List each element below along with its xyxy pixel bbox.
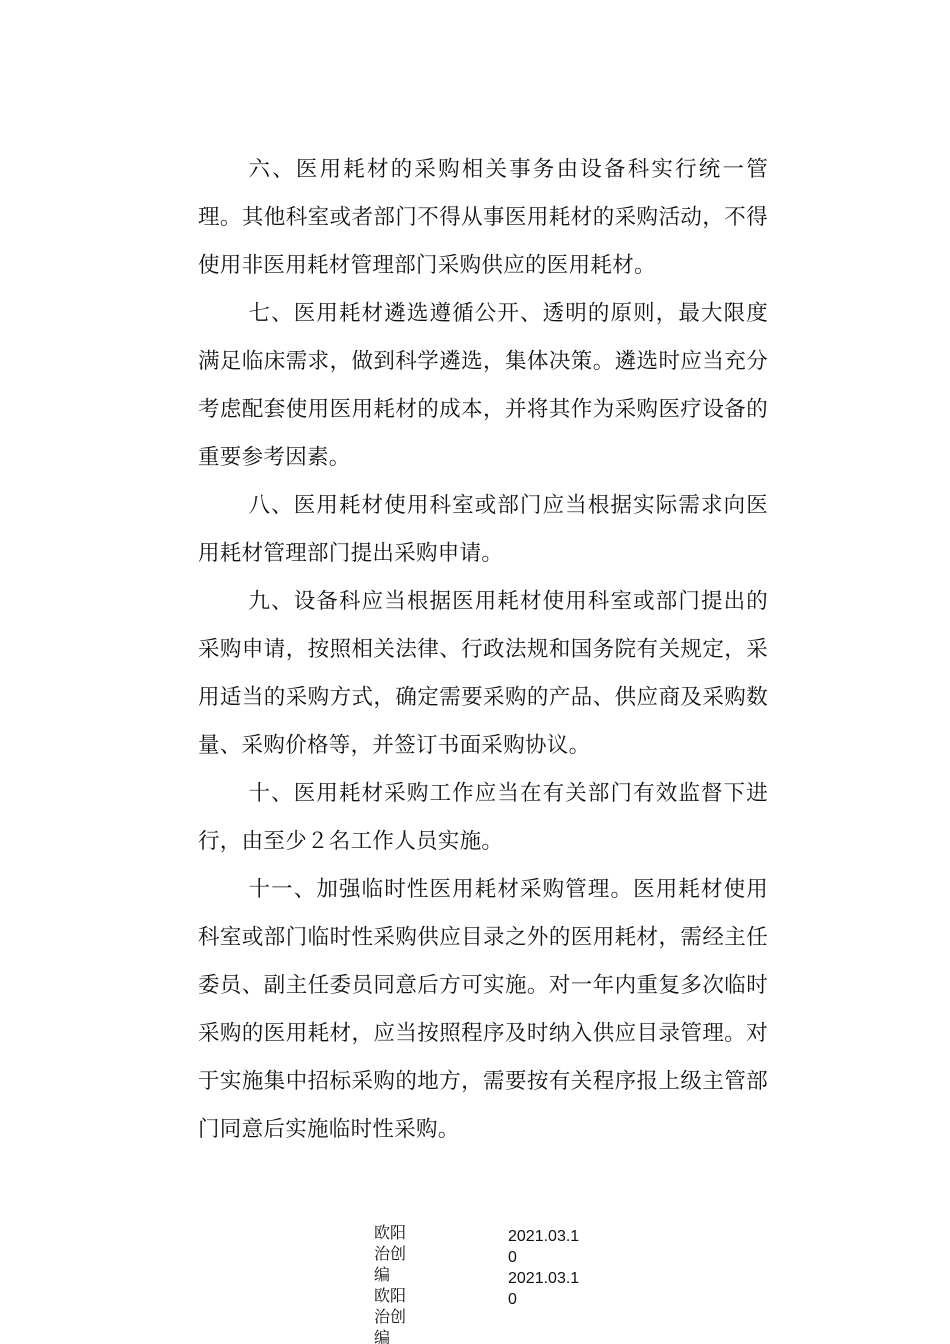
footer-date: 2021.03.10 xyxy=(508,1228,580,1266)
page-footer xyxy=(374,1222,614,1344)
article-6-paragraph: 六、医用耗材的采购相关事务由设备科实行统一管理。其他科室或者部门不得从事医用耗材的采购活动，不得使用非医用耗材管理部门采购供应的医用耗材。 xyxy=(198,157,768,278)
article-9-paragraph: 九、设备科应当根据医用耗材使用科室或部门提出的采购申请，按照相关法律、行政法规和国务院有关规定，采用适当的采购方式，确定需要采购的产品、供应商及采购数量、采购价格等，并签订书面采购协议。 xyxy=(198,589,768,758)
footer-date: 2021.03.10 xyxy=(508,1270,580,1308)
footer-date-column xyxy=(508,1226,588,1310)
footer-author: 欧阳治创编 xyxy=(374,1286,407,1344)
footer-author-column xyxy=(374,1222,414,1344)
document-body xyxy=(198,146,768,1154)
article-10-paragraph: 十、医用耗材采购工作应当在有关部门有效监督下进行，由至少２名工作人员实施。 xyxy=(198,781,768,854)
article-8-paragraph: 八、医用耗材使用科室或部门应当根据实际需求向医用耗材管理部门提出采购申请。 xyxy=(198,493,768,566)
article-7-paragraph: 七、医用耗材遴选遵循公开、透明的原则，最大限度满足临床需求，做到科学遴选，集体决策。遴选时应当充分考虑配套使用医用耗材的成本，并将其作为采购医疗设备的重要参考因素。 xyxy=(198,301,768,470)
article-11-paragraph: 十一、加强临时性医用耗材采购管理。医用耗材使用科室或部门临时性采购供应目录之外的医用耗材，需经主任委员、副主任委员同意后方可实施。对一年内重复多次临时采购的医用耗材，应当按照程序及时纳入供应目录管理。对于实施集中招标采购的地方，需要按有关程序报上级主管部门同意后实施临时性采购。 xyxy=(198,877,768,1142)
footer-author: 欧阳治创编 xyxy=(374,1223,407,1284)
